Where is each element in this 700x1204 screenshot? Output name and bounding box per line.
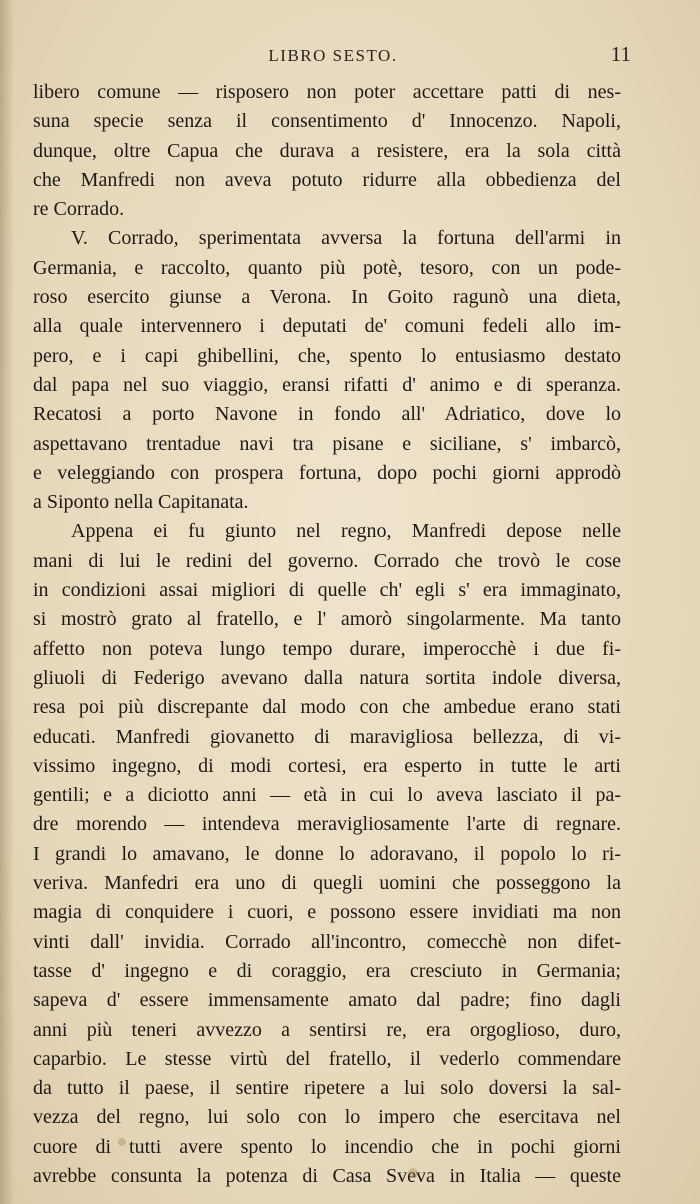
- text-line: da tutto il paese, il sentire ripetere a lui solo doversi la sal-: [33, 1077, 621, 1100]
- text-line: vezza del regno, lui solo con lo impero che esercitava nel: [33, 1106, 621, 1129]
- text-line: pero, e i capi ghibellini, che, spento lo entusiasmo destato: [33, 344, 621, 367]
- text-line: I grandi lo amavano, le donne lo adoravano, il popolo lo ri-: [33, 842, 621, 865]
- page-number: 11: [610, 42, 631, 66]
- text-line: dre morendo — intendeva meravigliosamente l'arte di regnare.: [33, 813, 621, 836]
- text-line: resa poi più discrepante dal modo con che ambedue erano stati: [33, 696, 621, 719]
- text-line: educati. Manfredi giovanetto di maravigliosa bellezza, di vi-: [33, 725, 621, 748]
- text-line: libero comune — risposero non poter accettare patti di nes-: [33, 81, 621, 103]
- paragraph-start-line: Appena ei fu giunto nel regno, Manfredi depose nelle: [71, 520, 621, 543]
- text-line: dal papa nel suo viaggio, eransi rifatti d' animo e di speranza.: [33, 373, 621, 396]
- text-line: vinti dall' invidia. Corrado all'incontro, comecchè non difet-: [33, 930, 621, 953]
- text-line: tasse d' ingegno e di coraggio, era cresciuto in Germania;: [33, 959, 621, 982]
- text-line: cuore di tutti avere spento lo incendio che in pochi giorni: [33, 1135, 621, 1158]
- text-line: e veleggiando con prospera fortuna, dopo pochi giorni approdò: [33, 461, 621, 484]
- text-line: sapeva d' essere immensamente amato dal padre; fino dagli: [33, 989, 621, 1012]
- text-line: roso esercito giunse a Verona. In Goito ragunò una dieta,: [33, 286, 621, 309]
- text-line: gentili; e a diciotto anni — età in cui lo aveva lasciato il pa-: [33, 784, 621, 807]
- text-line: Recatosi a porto Navone in fondo all' Adriatico, dove lo: [33, 403, 621, 426]
- text-line: suna specie senza il consentimento d' Innocenzo. Napoli,: [33, 110, 621, 133]
- text-line: veriva. Manfedri era uno di quegli uomini che posseggono la: [33, 872, 621, 895]
- section-start-line: V. Corrado, sperimentata avversa la fortuna dell'armi in: [71, 227, 621, 250]
- text-line: affetto non poteva lungo tempo durare, imperocchè i due fi-: [33, 637, 621, 660]
- ink-blot: [118, 1138, 126, 1146]
- text-line: re Corrado.: [33, 198, 125, 221]
- text-line: caparbio. Le stesse virtù del fratello, il vederlo commendare: [33, 1047, 621, 1070]
- text-line: in condizioni assai migliori di quelle ch' egli s' era immaginato,: [33, 579, 621, 602]
- text-line: alla quale intervennero i deputati de' comuni fedeli allo im-: [33, 315, 621, 338]
- body-text: [33, 78, 621, 1191]
- text-line: anni più teneri avvezzo a sentirsi re, era orgoglioso, duro,: [33, 1018, 621, 1041]
- text-line: aspettavano trentadue navi tra pisane e siciliane, s' imbarcò,: [33, 432, 621, 455]
- page-gutter-shadow: [0, 0, 14, 1204]
- text-line: magia di conquidere i cuori, e possono essere invidiati ma non: [33, 901, 621, 924]
- text-line: si mostrò grato al fratello, e l' amorò singolarmente. Ma tanto: [33, 608, 621, 631]
- text-line: a Siponto nella Capitanata.: [33, 491, 249, 514]
- ink-blot: [408, 1168, 418, 1178]
- text-line: Germania, e raccolto, quanto più potè, tesoro, con un pode-: [33, 256, 621, 279]
- running-title: LIBRO SESTO.: [268, 46, 398, 65]
- text-line: vissimo ingegno, di modi cortesi, era esperto in tutte le arti: [33, 754, 621, 777]
- text-line: avrebbe consunta la potenza di Casa Sveva in Italia — queste: [33, 1164, 621, 1187]
- text-line: dunque, oltre Capua che durava a resistere, era la sola città: [33, 139, 621, 162]
- text-line: gliuoli di Federigo avevano dalla natura sortita indole diversa,: [33, 666, 621, 689]
- text-line: mani di lui le redini del governo. Corrado che trovò le cose: [33, 549, 621, 572]
- running-head: [33, 42, 633, 72]
- text-line: che Manfredi non aveva potuto ridurre alla obbedienza del: [33, 168, 621, 191]
